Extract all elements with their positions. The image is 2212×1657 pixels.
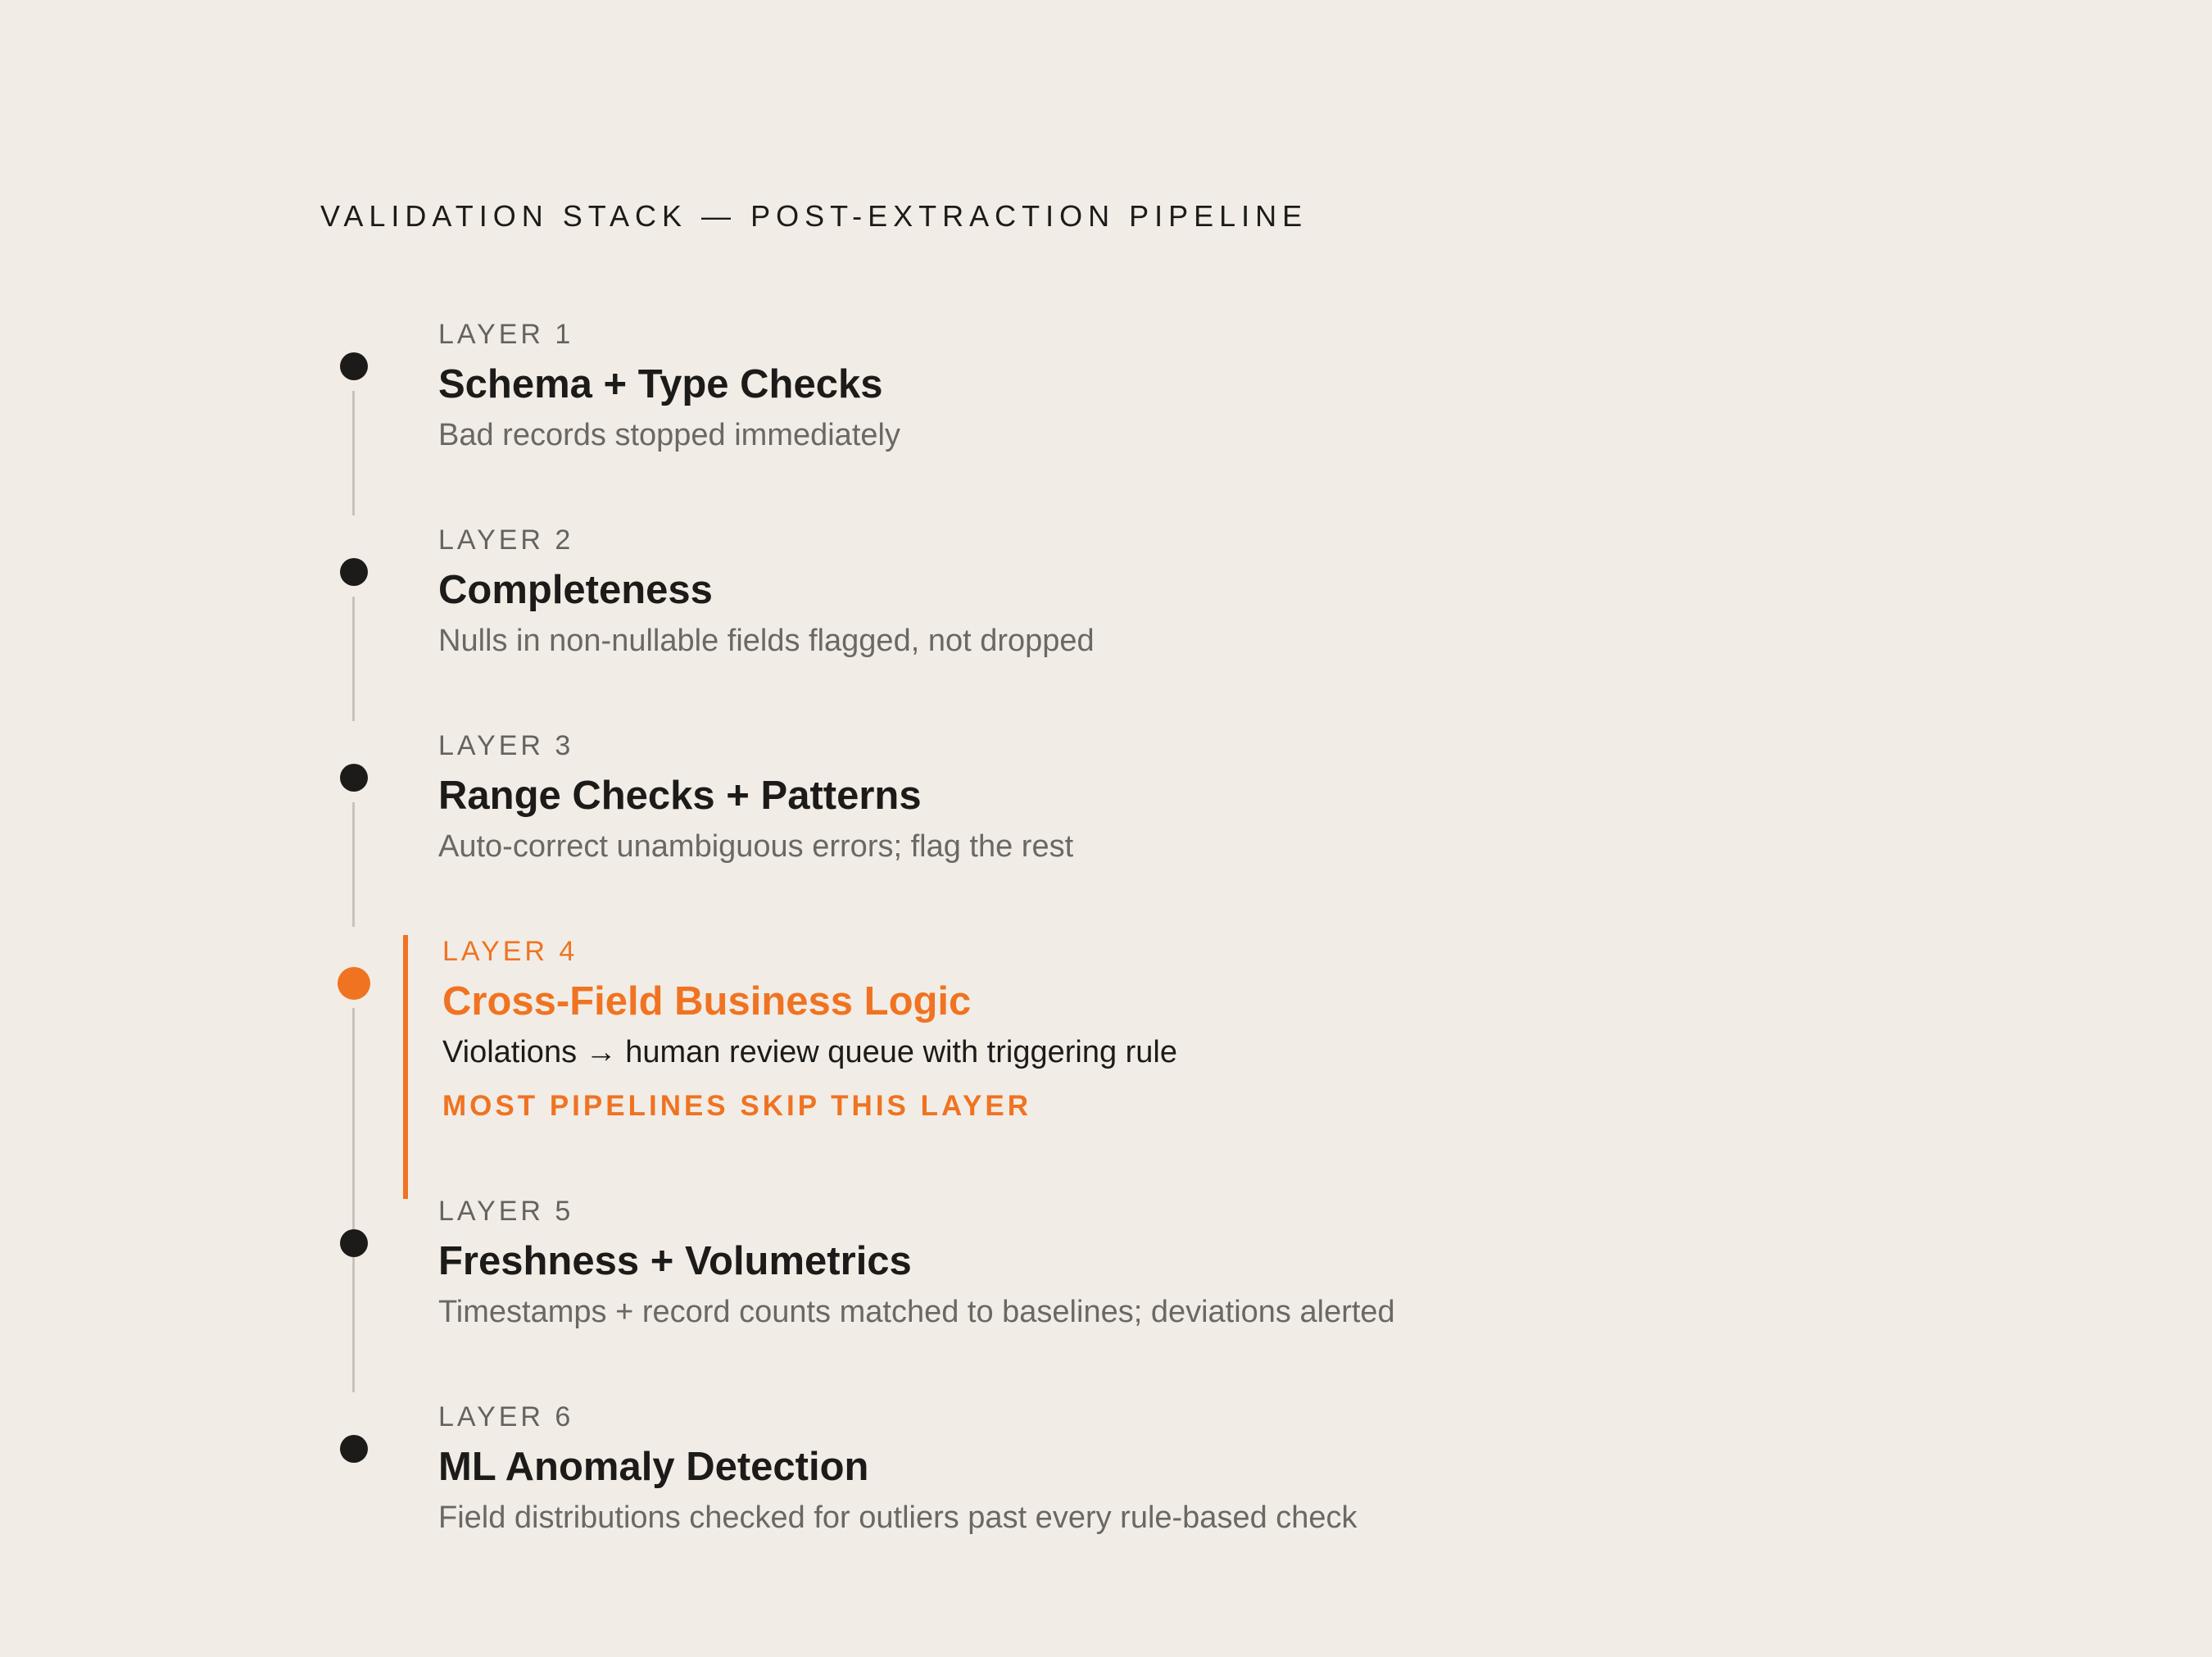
timeline-connector [352,391,355,515]
timeline-connector [352,1268,355,1392]
layer-description: Nulls in non-nullable fields flagged, not dropped [438,623,1095,658]
timeline-node [340,1229,368,1257]
timeline-connector [352,802,355,927]
layer-content [438,526,1095,659]
layer-description: Field distributions checked for outliers past every rule-based check [438,1500,1358,1535]
timeline-node [340,352,368,380]
highlight-accent-bar [403,935,408,1199]
layer-label: LAYER 1 [438,319,574,350]
layer-content [438,1403,1358,1536]
layer-description: Timestamps + record counts matched to baselines; deviations alerted [438,1294,1395,1329]
layer-label: LAYER 2 [438,524,574,556]
layer-description: Bad records stopped immediately [438,417,900,452]
layer-title: Cross-Field Business Logic [442,979,972,1024]
layer-title: Completeness [438,568,713,612]
layer-description: Violations → human review queue with triggering rule [442,1034,1178,1069]
layer-title: Schema + Type Checks [438,362,883,406]
diagram-title: VALIDATION STACK — POST-EXTRACTION PIPELINE [320,199,1308,233]
layer-callout: MOST PIPELINES SKIP THIS LAYER [442,1089,1032,1122]
layer-label: LAYER 4 [442,936,578,967]
layer-description: Auto-correct unambiguous errors; flag the rest [438,828,1074,864]
layer-label: LAYER 6 [438,1401,574,1432]
timeline-node-highlighted [338,967,370,1000]
layer-content [442,937,1177,1120]
layer-title: Freshness + Volumetrics [438,1239,912,1283]
layer-content [438,320,900,453]
timeline-connector [352,597,355,721]
timeline-node [340,1435,368,1463]
layer-label: LAYER 3 [438,730,574,761]
timeline-node [340,764,368,792]
layer-content [438,732,1073,865]
layer-title: ML Anomaly Detection [438,1445,869,1489]
layer-label: LAYER 5 [438,1196,574,1227]
layer-content [438,1197,1395,1330]
layer-title: Range Checks + Patterns [438,774,922,818]
timeline-node [340,558,368,586]
